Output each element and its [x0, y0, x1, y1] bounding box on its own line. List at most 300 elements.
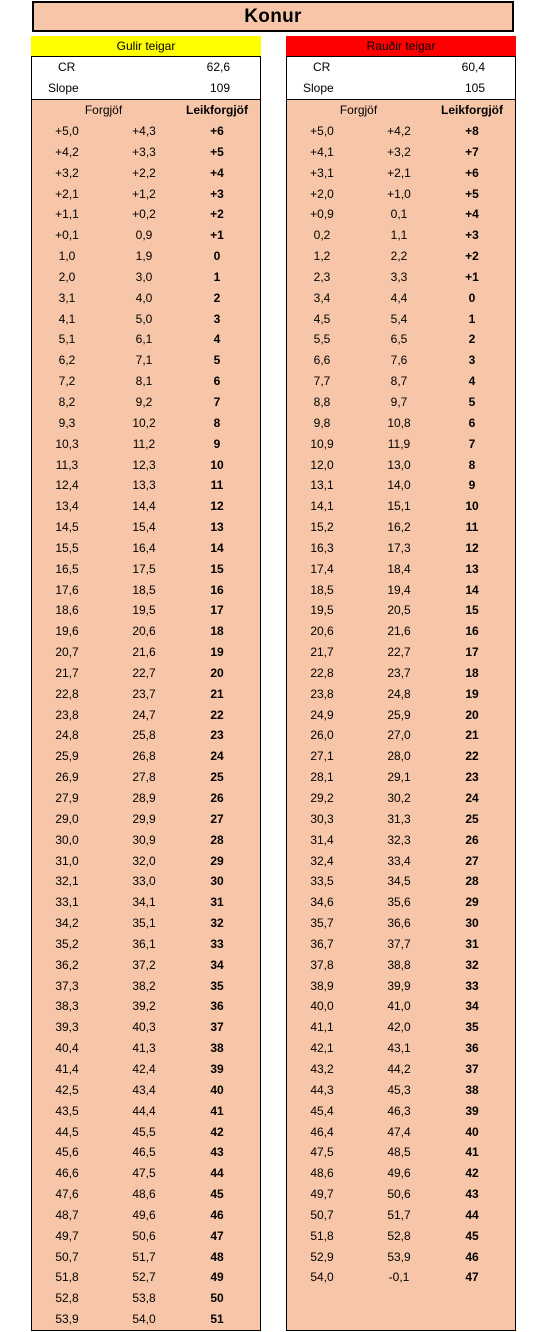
handicap-to-cell: 20,6 [132, 624, 156, 639]
playing-handicap-cell: +3 [210, 186, 224, 201]
column-header-forgjof: Forgjöf [84, 103, 123, 117]
handicap-from-cell: 52,9 [310, 1249, 334, 1264]
cr-label: CR [58, 60, 76, 74]
handicap-to-cell: 18,5 [132, 582, 156, 597]
table-row [287, 663, 515, 684]
playing-handicap-cell: 0 [468, 290, 476, 305]
handicap-from-cell: 27,9 [55, 791, 79, 805]
playing-handicap-cell: 29 [210, 853, 224, 868]
slope-value: 109 [209, 81, 230, 95]
playing-handicap-cell: 5 [213, 353, 221, 368]
playing-handicap-cell: 44 [465, 1207, 479, 1222]
handicap-to-cell: 26,8 [132, 749, 156, 764]
handicap-to-cell: +0,2 [132, 207, 156, 222]
table-row [287, 976, 515, 997]
playing-handicap-cell: 15 [465, 603, 479, 618]
handicap-from-cell: 37,3 [55, 978, 79, 993]
handicap-to-cell: 9,2 [135, 394, 153, 409]
table-row [32, 204, 260, 225]
table-row [287, 184, 515, 205]
handicap-from-cell: 24,9 [310, 707, 334, 722]
handicap-to-cell: +2,2 [132, 165, 156, 180]
handicap-from-cell: 22,8 [310, 665, 334, 680]
table-row [32, 621, 260, 642]
playing-handicap-cell: 1 [468, 311, 476, 326]
course-rating-info [286, 56, 516, 99]
table-row [32, 1122, 260, 1143]
playing-handicap-cell: 20 [210, 665, 224, 680]
table-header [32, 100, 260, 121]
handicap-to-cell: 19,4 [387, 582, 411, 597]
table-row [287, 1288, 515, 1309]
playing-handicap-cell: 15 [210, 561, 224, 576]
handicap-from-cell: 42,1 [310, 1041, 334, 1056]
handicap-to-cell: 36,1 [132, 936, 156, 951]
playing-handicap-cell: 21 [465, 728, 479, 743]
handicap-to-cell: 34,1 [132, 895, 156, 910]
table-row [287, 600, 515, 621]
playing-handicap-cell: 29 [465, 895, 479, 910]
table-row [287, 204, 515, 225]
handicap-to-cell: 27,8 [132, 770, 156, 785]
table-row [32, 184, 260, 205]
table-row [32, 788, 260, 809]
handicap-to-cell: 39,9 [387, 978, 411, 993]
playing-handicap-cell: 2 [213, 290, 221, 305]
red-tees-panel [286, 36, 516, 1331]
handicap-from-cell: 38,9 [310, 978, 334, 993]
handicap-from-cell: 32,1 [55, 874, 79, 889]
handicap-to-cell: 6,5 [390, 332, 408, 347]
table-row [287, 725, 515, 746]
table-row [32, 809, 260, 830]
handicap-from-cell: 5,1 [58, 332, 76, 347]
handicap-to-cell: 13,0 [387, 457, 411, 472]
handicap-from-cell: 8,8 [313, 394, 331, 409]
handicap-to-cell: 45,5 [132, 1124, 156, 1139]
handicap-to-cell: 7,1 [135, 353, 153, 368]
table-row [287, 1059, 515, 1080]
table-row [287, 642, 515, 663]
handicap-to-cell: 3,3 [390, 269, 408, 284]
playing-handicap-cell: 46 [465, 1249, 479, 1264]
handicap-from-cell: +3,2 [55, 165, 79, 180]
table-row [287, 996, 515, 1017]
handicap-to-cell: 37,2 [132, 957, 156, 972]
handicap-to-cell: 35,1 [132, 916, 156, 931]
handicap-to-cell: 29,9 [132, 811, 156, 826]
playing-handicap-cell: 30 [210, 874, 224, 889]
handicap-to-cell: 17,3 [387, 540, 411, 555]
handicap-from-cell: 10,3 [55, 436, 79, 451]
handicap-from-cell: 21,7 [55, 665, 79, 680]
playing-handicap-cell: 18 [210, 624, 224, 639]
table-row [287, 517, 515, 538]
handicap-to-cell: 21,6 [132, 645, 156, 660]
table-row [287, 1205, 515, 1226]
handicap-from-cell: 46,6 [55, 1166, 79, 1181]
table-row [32, 1163, 260, 1184]
playing-handicap-cell: 30 [465, 916, 479, 931]
handicap-to-cell: 0,9 [135, 228, 153, 243]
handicap-to-cell: 5,0 [135, 311, 153, 326]
handicap-to-cell: +4,3 [132, 124, 156, 138]
handicap-from-cell: 44,5 [55, 1124, 79, 1139]
playing-handicap-cell: 41 [210, 1103, 224, 1118]
handicap-to-cell: 46,5 [132, 1145, 156, 1160]
handicap-to-cell: 28,9 [132, 791, 156, 805]
handicap-from-cell: 3,4 [313, 290, 331, 305]
table-row [287, 955, 515, 976]
table-row [287, 1101, 515, 1122]
handicap-from-cell: 6,2 [58, 353, 76, 368]
handicap-to-cell: 18,4 [387, 561, 411, 576]
playing-handicap-cell: 18 [465, 665, 479, 680]
table-row [32, 642, 260, 663]
handicap-from-cell: 15,2 [310, 520, 334, 535]
slope-row [32, 78, 260, 99]
table-row [287, 121, 515, 142]
tee-header-yellow: Gulir teigar [31, 36, 261, 56]
table-row [32, 559, 260, 580]
playing-handicap-cell: 24 [210, 749, 224, 764]
handicap-from-cell: 29,2 [310, 791, 334, 805]
handicap-to-cell: 50,6 [387, 1187, 411, 1202]
handicap-to-cell: +1,2 [132, 186, 156, 201]
handicap-to-cell: -0,1 [388, 1270, 410, 1285]
playing-handicap-cell: 5 [468, 394, 476, 409]
handicap-to-cell: 1,1 [390, 228, 408, 243]
handicap-to-cell: 14,4 [132, 499, 156, 514]
handicap-to-cell: 24,7 [132, 707, 156, 722]
playing-handicap-cell: 23 [465, 770, 479, 785]
tee-header-red: Rauðir teigar [286, 36, 516, 56]
table-body [32, 121, 260, 1330]
table-row [32, 892, 260, 913]
playing-handicap-cell: 32 [210, 916, 224, 931]
handicap-from-cell: 27,1 [310, 749, 334, 764]
playing-handicap-cell: +5 [210, 144, 224, 159]
handicap-from-cell: 39,3 [55, 1020, 79, 1035]
table-row [32, 1142, 260, 1163]
table-row [287, 455, 515, 476]
playing-handicap-cell: +2 [465, 249, 479, 264]
playing-handicap-cell: 16 [465, 624, 479, 639]
handicap-from-cell: +3,1 [310, 165, 334, 180]
handicap-to-cell: 6,1 [135, 332, 153, 347]
handicap-from-cell: 44,3 [310, 1082, 334, 1097]
playing-handicap-cell: 28 [465, 874, 479, 889]
playing-handicap-cell: 25 [210, 770, 224, 785]
handicap-to-cell: 50,6 [132, 1228, 156, 1243]
playing-handicap-cell: 39 [210, 1061, 224, 1076]
handicap-to-cell: 7,6 [390, 353, 408, 368]
table-row [32, 350, 260, 371]
yellow-tees-panel [31, 36, 261, 1331]
playing-handicap-cell: +4 [210, 165, 224, 180]
playing-handicap-cell: 22 [465, 749, 479, 764]
table-row [32, 455, 260, 476]
table-row [287, 434, 515, 455]
table-row [32, 767, 260, 788]
playing-handicap-cell: 14 [210, 540, 224, 555]
handicap-from-cell: 12,0 [310, 457, 334, 472]
table-row [32, 1080, 260, 1101]
handicap-from-cell: 48,6 [310, 1166, 334, 1181]
handicap-to-cell: 43,4 [132, 1082, 156, 1097]
table-row [32, 371, 260, 392]
handicap-from-cell: 31,4 [310, 832, 334, 847]
table-row [287, 475, 515, 496]
handicap-from-cell: 50,7 [310, 1207, 334, 1222]
table-row [32, 121, 260, 142]
handicap-from-cell: 32,4 [310, 853, 334, 868]
table-row [32, 1038, 260, 1059]
table-header [287, 100, 515, 121]
playing-handicap-cell: 8 [213, 415, 221, 430]
table-row [32, 934, 260, 955]
playing-handicap-cell: 4 [213, 332, 221, 347]
table-row [287, 1267, 515, 1288]
table-row [32, 517, 260, 538]
handicap-to-cell: 11,2 [132, 436, 156, 451]
handicap-to-cell: 36,6 [387, 916, 411, 931]
playing-handicap-cell: 12 [210, 499, 224, 514]
table-row [32, 684, 260, 705]
playing-handicap-cell: 8 [468, 457, 476, 472]
table-row [32, 663, 260, 684]
playing-handicap-cell: 20 [465, 707, 479, 722]
playing-handicap-cell: 10 [210, 457, 224, 472]
handicap-to-cell: 21,6 [387, 624, 411, 639]
handicap-to-cell: 24,8 [387, 686, 411, 701]
handicap-to-cell: 4,4 [390, 290, 408, 305]
table-row [32, 955, 260, 976]
playing-handicap-cell: 6 [468, 415, 476, 430]
table-row [32, 580, 260, 601]
table-row [32, 434, 260, 455]
handicap-from-cell: 33,5 [310, 874, 334, 889]
handicap-from-cell: +4,2 [55, 144, 79, 159]
handicap-to-cell: 30,2 [387, 791, 411, 805]
playing-handicap-cell: 44 [210, 1166, 224, 1181]
handicap-to-cell: 28,0 [387, 749, 411, 764]
table-row [287, 705, 515, 726]
playing-handicap-cell: 4 [468, 374, 476, 389]
playing-handicap-cell: 50 [210, 1291, 224, 1306]
cr-row [32, 57, 260, 78]
handicap-from-cell: 26,0 [310, 728, 334, 743]
handicap-from-cell: 2,3 [313, 269, 331, 284]
playing-handicap-cell: +6 [210, 124, 224, 138]
handicap-to-cell: 27,0 [387, 728, 411, 743]
handicap-to-cell: 15,4 [132, 520, 156, 535]
table-row [287, 788, 515, 809]
handicap-to-cell: 22,7 [387, 645, 411, 660]
handicap-to-cell: 47,5 [132, 1166, 156, 1181]
table-row [287, 1226, 515, 1247]
handicap-from-cell: 34,2 [55, 916, 79, 931]
table-row [32, 1101, 260, 1122]
handicap-from-cell: 1,0 [58, 249, 76, 264]
handicap-to-cell: 35,6 [387, 895, 411, 910]
table-row [287, 1309, 515, 1330]
handicap-to-cell: 52,8 [387, 1228, 411, 1243]
handicap-from-cell: 18,6 [55, 603, 79, 618]
table-row [32, 976, 260, 997]
handicap-from-cell: 3,1 [58, 290, 76, 305]
handicap-from-cell: 49,7 [310, 1187, 334, 1202]
table-row [32, 830, 260, 851]
handicap-table [31, 99, 261, 1331]
table-row [32, 1288, 260, 1309]
table-row [32, 725, 260, 746]
handicap-from-cell: 23,8 [55, 707, 79, 722]
handicap-to-cell: 43,1 [387, 1041, 411, 1056]
handicap-to-cell: +4,2 [387, 124, 411, 138]
handicap-from-cell: 41,4 [55, 1061, 79, 1076]
playing-handicap-cell: 6 [213, 374, 221, 389]
handicap-from-cell: +1,1 [55, 207, 79, 222]
table-row [287, 580, 515, 601]
handicap-to-cell: 48,6 [132, 1187, 156, 1202]
column-header-leikforgjof: Leikforgjöf [186, 103, 248, 117]
handicap-to-cell: 13,3 [132, 478, 156, 493]
handicap-from-cell: 13,1 [310, 478, 334, 493]
handicap-to-cell: 38,2 [132, 978, 156, 993]
handicap-to-cell: 19,5 [132, 603, 156, 618]
table-row [32, 309, 260, 330]
table-row [287, 371, 515, 392]
table-row [287, 538, 515, 559]
playing-handicap-cell: 39 [465, 1103, 479, 1118]
playing-handicap-cell: 19 [210, 645, 224, 660]
handicap-from-cell: 9,8 [313, 415, 331, 430]
handicap-to-cell: 46,3 [387, 1103, 411, 1118]
handicap-to-cell: 47,4 [387, 1124, 411, 1139]
playing-handicap-cell [430, 1309, 514, 1330]
playing-handicap-cell: 40 [210, 1082, 224, 1097]
handicap-from-cell: 43,5 [55, 1103, 79, 1118]
handicap-to-cell: 1,9 [135, 249, 153, 264]
handicap-to-cell: 5,4 [390, 311, 408, 326]
handicap-from-cell: 33,1 [55, 895, 79, 910]
playing-handicap-cell: 48 [210, 1249, 224, 1264]
handicap-from-cell: 17,6 [55, 582, 79, 597]
handicap-from-cell: 7,2 [58, 374, 76, 389]
playing-handicap-cell: 10 [465, 499, 479, 514]
playing-handicap-cell: 2 [468, 332, 476, 347]
table-row [32, 1247, 260, 1268]
table-row [287, 1163, 515, 1184]
handicap-from-cell: 51,8 [310, 1228, 334, 1243]
column-header-leikforgjof: Leikforgjöf [441, 103, 503, 117]
table-row [287, 767, 515, 788]
table-row [32, 288, 260, 309]
playing-handicap-cell: 11 [210, 478, 224, 493]
table-row [32, 1226, 260, 1247]
table-row [287, 684, 515, 705]
playing-handicap-cell: +8 [465, 124, 479, 138]
playing-handicap-cell: 23 [210, 728, 224, 743]
table-row [32, 1309, 260, 1330]
handicap-to-cell: 49,6 [387, 1166, 411, 1181]
handicap-to-cell: 54,0 [132, 1312, 156, 1327]
table-row [287, 559, 515, 580]
handicap-from-cell: 25,9 [55, 749, 79, 764]
table-row [32, 1017, 260, 1038]
handicap-from-cell: 22,8 [55, 686, 79, 701]
handicap-to-cell: 10,8 [387, 415, 411, 430]
handicap-to-cell: 41,3 [132, 1041, 156, 1056]
handicap-table [286, 99, 516, 1331]
table-row [32, 142, 260, 163]
playing-handicap-cell: 36 [210, 999, 224, 1014]
playing-handicap-cell: 9 [213, 436, 221, 451]
handicap-from-cell: 19,6 [55, 624, 79, 639]
handicap-from-cell: 28,1 [310, 770, 334, 785]
playing-handicap-cell: 35 [210, 978, 224, 993]
handicap-from-cell: 30,3 [310, 811, 334, 826]
handicap-to-cell: 9,7 [390, 394, 408, 409]
handicap-from-cell: 21,7 [310, 645, 334, 660]
handicap-from-cell: 35,2 [55, 936, 79, 951]
handicap-from-cell: 41,1 [310, 1020, 334, 1035]
handicap-from-cell: 4,5 [313, 311, 331, 326]
handicap-from-cell: 0,2 [313, 228, 331, 243]
table-row [32, 246, 260, 267]
playing-handicap-cell: 38 [210, 1041, 224, 1056]
playing-handicap-cell: 27 [465, 853, 479, 868]
table-row [287, 496, 515, 517]
handicap-from-cell: 6,6 [313, 353, 331, 368]
handicap-from-cell: 34,6 [310, 895, 334, 910]
table-row [32, 475, 260, 496]
playing-handicap-cell: 43 [465, 1187, 479, 1202]
table-row [32, 163, 260, 184]
playing-handicap-cell: 36 [465, 1041, 479, 1056]
handicap-from-cell: 8,2 [58, 394, 76, 409]
table-row [287, 746, 515, 767]
playing-handicap-cell: 25 [465, 811, 479, 826]
playing-handicap-cell: 21 [210, 686, 224, 701]
handicap-to-cell: 29,1 [387, 770, 411, 785]
slope-row [287, 78, 515, 99]
playing-handicap-cell: 35 [465, 1020, 479, 1035]
table-row [32, 1205, 260, 1226]
handicap-from-cell: 49,7 [55, 1228, 79, 1243]
playing-handicap-cell: 43 [210, 1145, 224, 1160]
playing-handicap-cell: 31 [210, 895, 224, 910]
handicap-from-cell: 5,5 [313, 332, 331, 347]
handicap-from-cell: 19,5 [310, 603, 334, 618]
playing-handicap-cell: 45 [465, 1228, 479, 1243]
playing-handicap-cell: 46 [210, 1207, 224, 1222]
handicap-from-cell: 45,6 [55, 1145, 79, 1160]
table-row [32, 851, 260, 872]
playing-handicap-cell: 31 [465, 936, 479, 951]
handicap-to-cell: 17,5 [132, 561, 156, 576]
handicap-from-cell: +0,1 [55, 228, 79, 243]
table-row [287, 1247, 515, 1268]
handicap-to-cell: 25,9 [387, 707, 411, 722]
handicap-to-cell: 16,2 [387, 520, 411, 535]
table-row [32, 1267, 260, 1288]
handicap-to-cell: 14,0 [387, 478, 411, 493]
handicap-from-cell: 10,9 [310, 436, 334, 451]
table-row [32, 267, 260, 288]
table-row [32, 225, 260, 246]
